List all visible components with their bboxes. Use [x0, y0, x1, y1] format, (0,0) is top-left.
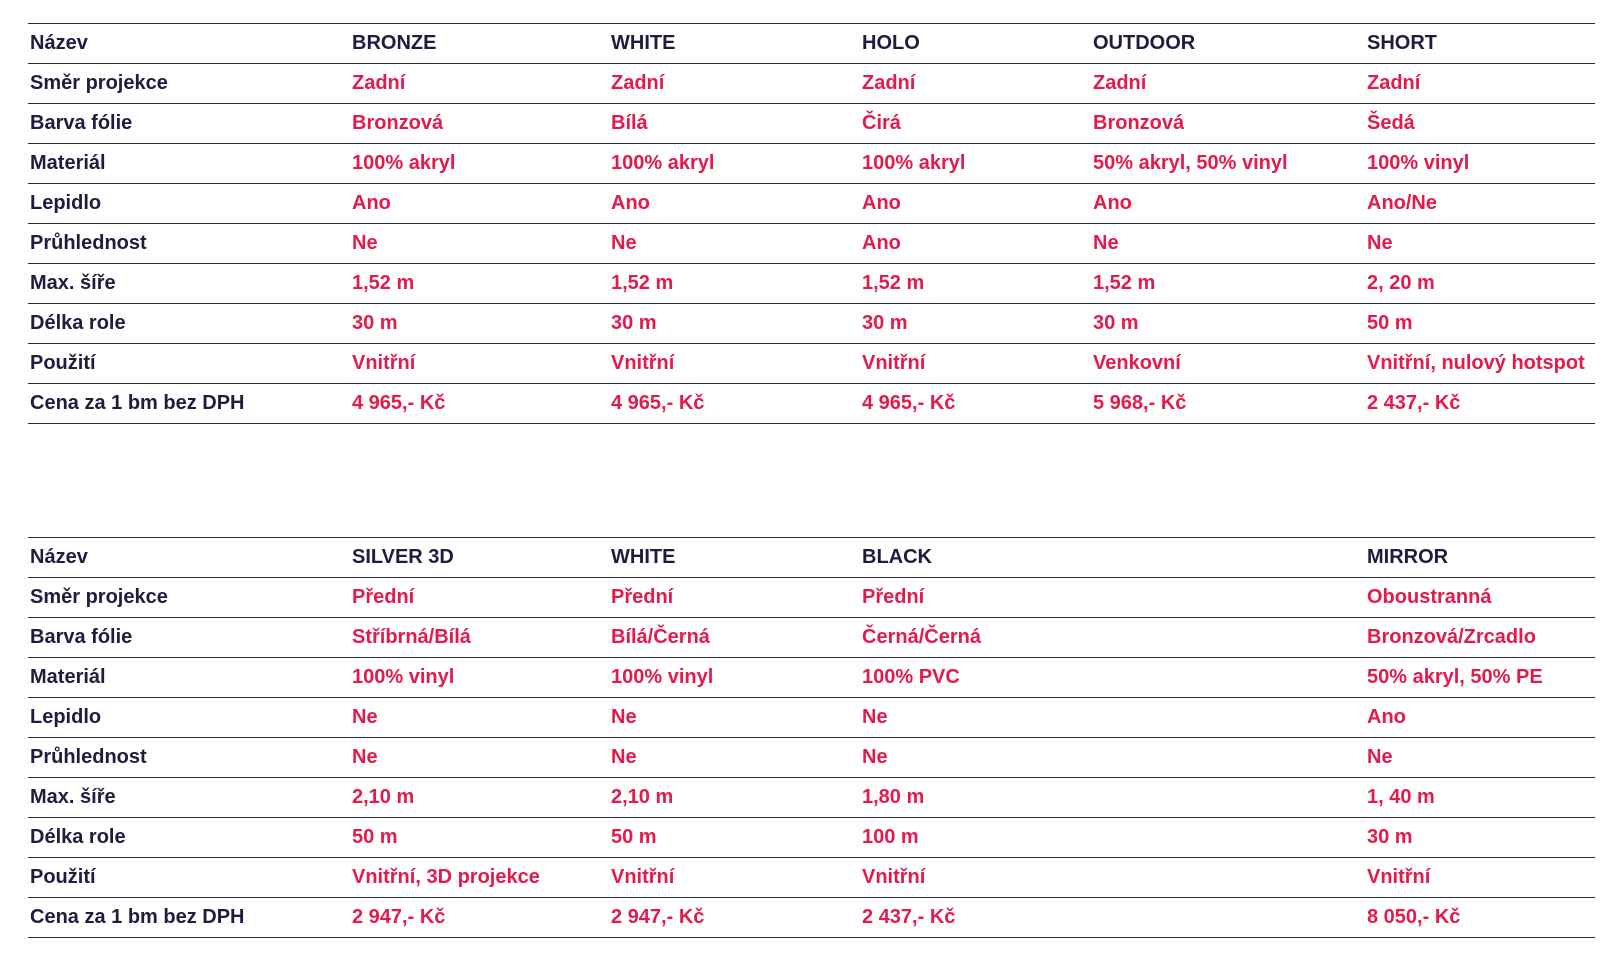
table-cell: Ne: [609, 698, 860, 738]
table-cell: 1,52 m: [609, 264, 860, 304]
table-row: [28, 658, 1595, 698]
table-row: [28, 184, 1595, 224]
table-cell: 1,52 m: [1091, 264, 1365, 304]
column-header: [1091, 538, 1365, 578]
table-cell: Ne: [609, 224, 860, 264]
table-cell: [1091, 658, 1365, 698]
table-cell: 30 m: [1365, 818, 1595, 858]
table-cell: Vnitřní: [350, 344, 609, 384]
row-label: Max. šíře: [28, 264, 350, 304]
table-cell: Vnitřní: [860, 344, 1091, 384]
table-cell: 4 965,- Kč: [350, 384, 609, 424]
table-cell: Bronzová: [1091, 104, 1365, 144]
row-label: Použití: [28, 858, 350, 898]
column-header: WHITE: [609, 538, 860, 578]
table-cell: 8 050,- Kč: [1365, 898, 1595, 938]
table-row: [28, 738, 1595, 778]
table-cell: 100% vinyl: [350, 658, 609, 698]
column-header: HOLO: [860, 24, 1091, 64]
table-cell: 100% akryl: [860, 144, 1091, 184]
table-cell: 2, 20 m: [1365, 264, 1595, 304]
table-cell: Oboustranná: [1365, 578, 1595, 618]
table-cell: Čirá: [860, 104, 1091, 144]
table-cell: Ano/Ne: [1365, 184, 1595, 224]
table-cell: [1091, 698, 1365, 738]
row-label: Průhlednost: [28, 224, 350, 264]
row-label: Lepidlo: [28, 698, 350, 738]
table-cell: 50% akryl, 50% PE: [1365, 658, 1595, 698]
table-cell: 2 437,- Kč: [1365, 384, 1595, 424]
table-cell: 100% vinyl: [609, 658, 860, 698]
table-cell: [1091, 618, 1365, 658]
table-row: [28, 538, 1595, 578]
column-header: SHORT: [1365, 24, 1595, 64]
table-cell: 1,52 m: [860, 264, 1091, 304]
row-label: Materiál: [28, 658, 350, 698]
table-cell: Venkovní: [1091, 344, 1365, 384]
table-cell: Ano: [860, 224, 1091, 264]
table-cell: Ano: [609, 184, 860, 224]
row-label: Průhlednost: [28, 738, 350, 778]
row-label: Max. šíře: [28, 778, 350, 818]
table-cell: Ne: [1365, 224, 1595, 264]
table-cell: Zadní: [1365, 64, 1595, 104]
row-label: Cena za 1 bm bez DPH: [28, 384, 350, 424]
table-cell: [1091, 898, 1365, 938]
table-cell: 100 m: [860, 818, 1091, 858]
table-cell: 30 m: [1091, 304, 1365, 344]
table-cell: Přední: [609, 578, 860, 618]
table-cell: 2,10 m: [609, 778, 860, 818]
table-cell: 100% akryl: [609, 144, 860, 184]
table-cell: 2,10 m: [350, 778, 609, 818]
table-cell: Zadní: [860, 64, 1091, 104]
table-cell: Zadní: [609, 64, 860, 104]
table-cell: 2 437,- Kč: [860, 898, 1091, 938]
row-label: Barva fólie: [28, 104, 350, 144]
table-cell: Ne: [350, 698, 609, 738]
table-cell: [1091, 818, 1365, 858]
table-cell: Bílá: [609, 104, 860, 144]
table-cell: Přední: [860, 578, 1091, 618]
table-row: [28, 264, 1595, 304]
table-row: [28, 224, 1595, 264]
table-cell: 50 m: [1365, 304, 1595, 344]
table-cell: 2 947,- Kč: [350, 898, 609, 938]
table-cell: [1091, 578, 1365, 618]
table-cell: 30 m: [350, 304, 609, 344]
table-cell: Ne: [1365, 738, 1595, 778]
table-cell: 100% akryl: [350, 144, 609, 184]
table-cell: 4 965,- Kč: [609, 384, 860, 424]
table-cell: Bílá/Černá: [609, 618, 860, 658]
table-cell: Ne: [609, 738, 860, 778]
table-cell: [1091, 778, 1365, 818]
table-cell: Bronzová: [350, 104, 609, 144]
table-cell: Ano: [350, 184, 609, 224]
row-label: Název: [28, 538, 350, 578]
table-cell: 1, 40 m: [1365, 778, 1595, 818]
table-cell: 100% PVC: [860, 658, 1091, 698]
table-cell: Ano: [860, 184, 1091, 224]
table-cell: [1091, 858, 1365, 898]
table-cell: 50 m: [350, 818, 609, 858]
table-cell: 4 965,- Kč: [860, 384, 1091, 424]
table-cell: Vnitřní: [1365, 858, 1595, 898]
table-cell: Ne: [860, 698, 1091, 738]
column-header: MIRROR: [1365, 538, 1595, 578]
table-cell: Bronzová/Zrcadlo: [1365, 618, 1595, 658]
table-row: [28, 818, 1595, 858]
column-header: OUTDOOR: [1091, 24, 1365, 64]
table-row: [28, 698, 1595, 738]
spec-table-rear-projection: [28, 23, 1595, 424]
table-cell: Ne: [350, 738, 609, 778]
column-header: WHITE: [609, 24, 860, 64]
table-cell: 5 968,- Kč: [1091, 384, 1365, 424]
row-label: Směr projekce: [28, 64, 350, 104]
table-cell: Ano: [1091, 184, 1365, 224]
table-cell: Ne: [860, 738, 1091, 778]
column-header: BLACK: [860, 538, 1091, 578]
table-cell: Ne: [350, 224, 609, 264]
table-cell: Vnitřní, nulový hotspot: [1365, 344, 1595, 384]
table-cell: Zadní: [350, 64, 609, 104]
row-label: Materiál: [28, 144, 350, 184]
table-cell: 100% vinyl: [1365, 144, 1595, 184]
table-cell: 30 m: [860, 304, 1091, 344]
column-header: BRONZE: [350, 24, 609, 64]
table-cell: Ano: [1365, 698, 1595, 738]
row-label: Cena za 1 bm bez DPH: [28, 898, 350, 938]
table-row: [28, 858, 1595, 898]
row-label: Barva fólie: [28, 618, 350, 658]
table-row: [28, 304, 1595, 344]
table-cell: Vnitřní, 3D projekce: [350, 858, 609, 898]
row-label: Délka role: [28, 818, 350, 858]
table-row: [28, 618, 1595, 658]
table-cell: [1091, 738, 1365, 778]
row-label: Název: [28, 24, 350, 64]
row-label: Lepidlo: [28, 184, 350, 224]
table-cell: Přední: [350, 578, 609, 618]
table-cell: Vnitřní: [609, 344, 860, 384]
table-row: [28, 898, 1595, 938]
column-header: SILVER 3D: [350, 538, 609, 578]
table-cell: 50 m: [609, 818, 860, 858]
table-cell: Šedá: [1365, 104, 1595, 144]
row-label: Délka role: [28, 304, 350, 344]
table-cell: 1,80 m: [860, 778, 1091, 818]
table-cell: 2 947,- Kč: [609, 898, 860, 938]
table-row: [28, 384, 1595, 424]
table-cell: Vnitřní: [860, 858, 1091, 898]
table-cell: Ne: [1091, 224, 1365, 264]
table-cell: 1,52 m: [350, 264, 609, 304]
row-label: Směr projekce: [28, 578, 350, 618]
table-row: [28, 578, 1595, 618]
table-cell: Vnitřní: [609, 858, 860, 898]
table-row: [28, 344, 1595, 384]
table-cell: 50% akryl, 50% vinyl: [1091, 144, 1365, 184]
table-cell: Zadní: [1091, 64, 1365, 104]
table-cell: Černá/Černá: [860, 618, 1091, 658]
table-cell: 30 m: [609, 304, 860, 344]
row-label: Použití: [28, 344, 350, 384]
spec-table-front-projection: [28, 537, 1595, 938]
table-row: [28, 778, 1595, 818]
table-row: [28, 144, 1595, 184]
table-cell: Stříbrná/Bílá: [350, 618, 609, 658]
table-row: [28, 104, 1595, 144]
table-row: [28, 64, 1595, 104]
table-row: [28, 24, 1595, 64]
